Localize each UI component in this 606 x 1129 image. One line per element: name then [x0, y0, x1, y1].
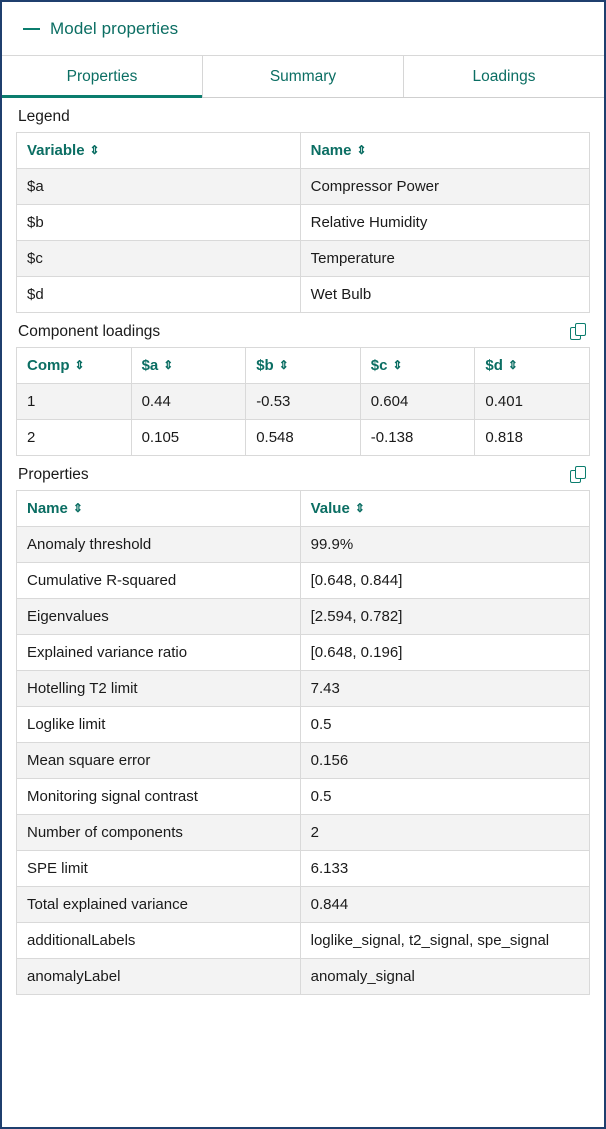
- property-value: 7.43: [300, 671, 589, 707]
- property-name: Loglike limit: [17, 707, 301, 743]
- sort-icon[interactable]: ⇕: [354, 501, 365, 515]
- legend-name: Relative Humidity: [300, 205, 589, 241]
- property-value: anomaly_signal: [300, 959, 589, 995]
- property-name: Mean square error: [17, 743, 301, 779]
- sort-icon[interactable]: ⇕: [392, 358, 403, 372]
- property-value: 2: [300, 815, 589, 851]
- table-row: [17, 707, 590, 743]
- table-row: [17, 743, 590, 779]
- properties-section-header: [16, 456, 590, 490]
- property-name: Number of components: [17, 815, 301, 851]
- sort-icon[interactable]: ⇕: [278, 358, 289, 372]
- property-value: 0.5: [300, 779, 589, 815]
- table-row: [17, 887, 590, 923]
- properties-title: Properties: [18, 466, 89, 483]
- table-row: [17, 277, 590, 313]
- loadings-cell: 0.401: [475, 384, 590, 420]
- properties-col-value-label: Value: [310, 500, 350, 517]
- property-name: Explained variance ratio: [17, 635, 301, 671]
- loadings-cell: 0.604: [360, 384, 475, 420]
- property-name: Monitoring signal contrast: [17, 779, 301, 815]
- property-value: loglike_signal, t2_signal, spe_signal: [300, 923, 589, 959]
- page-title: Model properties: [50, 18, 179, 38]
- property-name: Cumulative R-squared: [17, 563, 301, 599]
- tab-properties[interactable]: [2, 56, 203, 97]
- table-row: [17, 241, 590, 277]
- property-name: anomalyLabel: [17, 959, 301, 995]
- loadings-cell: 0.548: [246, 420, 361, 456]
- table-header-row: [17, 348, 590, 384]
- loadings-cell: 2: [17, 420, 132, 456]
- table-row: [17, 599, 590, 635]
- legend-title: Legend: [18, 108, 70, 125]
- loadings-cell: -0.138: [360, 420, 475, 456]
- properties-table: [16, 490, 590, 995]
- panel-content: [2, 98, 604, 995]
- table-row: [17, 384, 590, 420]
- loadings-col-c-label: $c: [370, 357, 388, 374]
- properties-col-value: [300, 491, 589, 527]
- legend-table: [16, 132, 590, 313]
- panel-header: [2, 2, 604, 56]
- minus-icon[interactable]: [20, 18, 42, 40]
- table-row: [17, 563, 590, 599]
- sort-icon[interactable]: ⇕: [163, 358, 174, 372]
- loadings-cell: 1: [17, 384, 132, 420]
- table-row: [17, 779, 590, 815]
- table-row: [17, 420, 590, 456]
- table-header-row: [17, 133, 590, 169]
- legend-name: Wet Bulb: [300, 277, 589, 313]
- loadings-col-c: [360, 348, 475, 384]
- table-row: [17, 169, 590, 205]
- property-value: [0.648, 0.196]: [300, 635, 589, 671]
- copy-icon[interactable]: [570, 323, 588, 341]
- loadings-col-comp-label: Comp: [27, 357, 70, 374]
- legend-variable: $b: [17, 205, 301, 241]
- component-loadings-title: Component loadings: [18, 323, 161, 340]
- loadings-col-a: [131, 348, 246, 384]
- tab-loadings-label: Loadings: [472, 67, 536, 85]
- table-row: [17, 923, 590, 959]
- property-value: 0.844: [300, 887, 589, 923]
- sort-icon[interactable]: ⇕: [507, 358, 518, 372]
- legend-variable: $d: [17, 277, 301, 313]
- sort-icon[interactable]: ⇕: [89, 143, 100, 157]
- sort-icon[interactable]: ⇕: [72, 501, 83, 515]
- property-value: [0.648, 0.844]: [300, 563, 589, 599]
- property-name: Anomaly threshold: [17, 527, 301, 563]
- property-value: [2.594, 0.782]: [300, 599, 589, 635]
- loadings-col-d: [475, 348, 590, 384]
- loadings-col-comp: [17, 348, 132, 384]
- table-row: [17, 851, 590, 887]
- property-value: 6.133: [300, 851, 589, 887]
- property-value: 0.156: [300, 743, 589, 779]
- property-value: 99.9%: [300, 527, 589, 563]
- loadings-col-a-label: $a: [141, 357, 159, 374]
- tab-bar: [2, 56, 604, 98]
- sort-icon[interactable]: ⇕: [74, 358, 85, 372]
- copy-icon[interactable]: [570, 466, 588, 484]
- loadings-cell: -0.53: [246, 384, 361, 420]
- table-row: [17, 671, 590, 707]
- property-value: 0.5: [300, 707, 589, 743]
- legend-col-variable: [17, 133, 301, 169]
- component-loadings-section-header: [16, 313, 590, 347]
- tab-properties-label: Properties: [66, 67, 138, 85]
- legend-col-name-label: Name: [310, 142, 352, 159]
- loadings-cell: 0.44: [131, 384, 246, 420]
- properties-col-name: [17, 491, 301, 527]
- loadings-col-d-label: $d: [485, 357, 503, 374]
- loadings-cell: 0.105: [131, 420, 246, 456]
- legend-name: Temperature: [300, 241, 589, 277]
- properties-col-name-label: Name: [27, 500, 68, 517]
- table-row: [17, 205, 590, 241]
- property-name: Hotelling T2 limit: [17, 671, 301, 707]
- tab-loadings[interactable]: [404, 56, 604, 97]
- table-row: [17, 527, 590, 563]
- legend-variable: $a: [17, 169, 301, 205]
- legend-name: Compressor Power: [300, 169, 589, 205]
- property-name: Eigenvalues: [17, 599, 301, 635]
- table-row: [17, 635, 590, 671]
- sort-icon[interactable]: ⇕: [356, 143, 367, 157]
- tab-summary[interactable]: [203, 56, 404, 97]
- property-name: additionalLabels: [17, 923, 301, 959]
- tab-summary-label: Summary: [269, 67, 337, 85]
- loadings-col-b-label: $b: [256, 357, 274, 374]
- legend-col-name: [300, 133, 589, 169]
- table-row: [17, 959, 590, 995]
- table-header-row: [17, 491, 590, 527]
- property-name: Total explained variance: [17, 887, 301, 923]
- legend-variable: $c: [17, 241, 301, 277]
- table-row: [17, 815, 590, 851]
- legend-col-variable-label: Variable: [27, 142, 85, 159]
- legend-section-header: [16, 98, 590, 132]
- component-loadings-table: [16, 347, 590, 456]
- property-name: SPE limit: [17, 851, 301, 887]
- loadings-col-b: [246, 348, 361, 384]
- loadings-cell: 0.818: [475, 420, 590, 456]
